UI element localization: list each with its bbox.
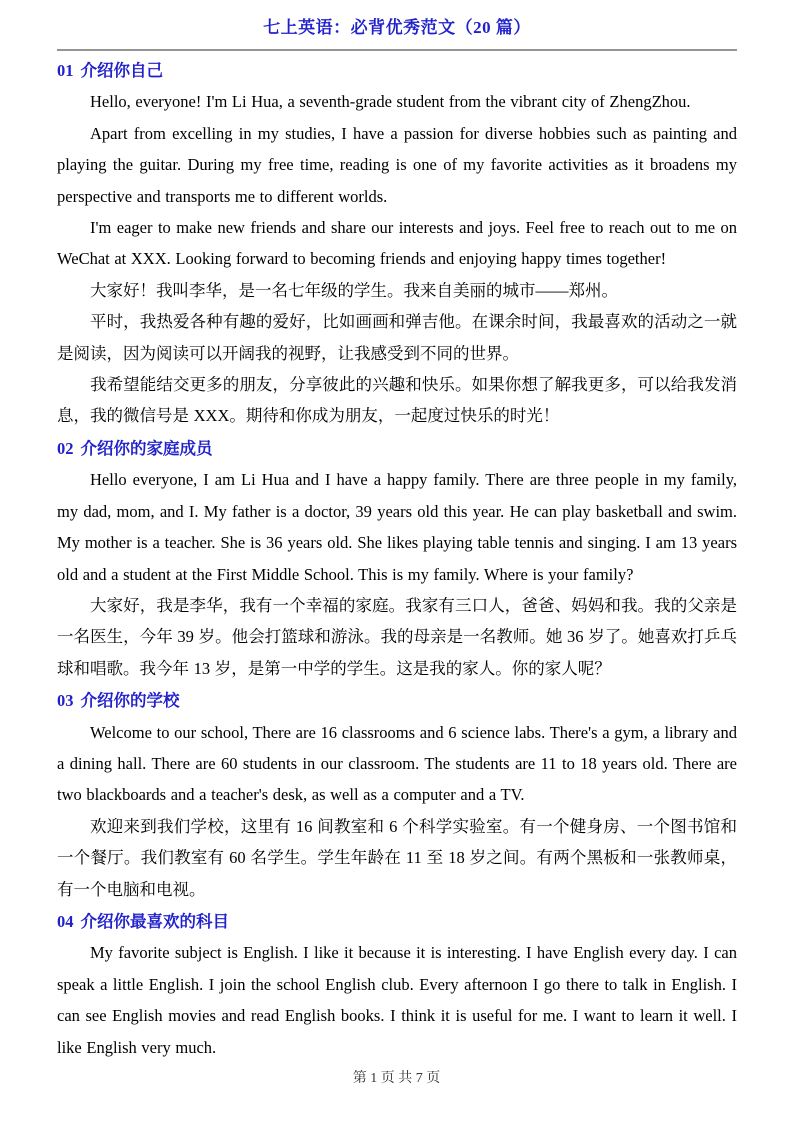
essay-section (57, 684, 737, 905)
document-title: 七上英语：必背优秀范文（20 篇） (263, 18, 531, 37)
paragraph-en: Welcome to our school, There are 16 classrooms and 6 science labs. There's a gym, a library and a dining hall. There are 60 students in our classroom. The students are 11 to 18 years old. There are two blackboards and a teacher's desk, as well as a computer and a TV. (57, 722, 737, 805)
paragraph-zh: 我希望能结交更多的朋友，分享彼此的兴趣和快乐。如果你想了解我更多，可以给我发消息，我的微信号是 XXX。期待和你成为朋友，一起度过快乐的时光！ (57, 375, 737, 426)
paragraph-zh: 平时，我热爱各种有趣的爱好，比如画画和弹吉他。在课余时间，我最喜欢的活动之一就是阅读，因为阅读可以开阔我的视野，让我感受到不同的世界。 (57, 312, 737, 363)
section-paragraphs (57, 86, 737, 431)
section-heading (57, 54, 737, 86)
section-heading-text: 介绍你的学校 (80, 691, 180, 711)
essay-section (57, 54, 737, 432)
sections (57, 54, 737, 1063)
section-heading-text: 介绍你自己 (80, 61, 163, 80)
paragraph-zh: 大家好，我是李华，我有一个幸福的家庭。我家有三口人，爸爸、妈妈和我。我的父亲是一名医生，今年 39 岁。他会打篮球和游泳。我的母亲是一名教师。她 36 岁了。她喜欢打乒乓球和唱歌。我今年 13 岁，是第一中学的学生。这是我的家人。你的家人呢？ (57, 595, 738, 678)
paragraph-en: My favorite subject is English. I like it because it is interesting. I have English every day. I can speak a little English. I join the school English club. Every afternoon I go there to talk in English. I can see English movies and read English books. I think it is useful for me. I want to learn it well. I like English very much. (57, 943, 737, 1057)
section-heading-text: 介绍你的家庭成员 (80, 438, 213, 458)
paragraph-en: I'm eager to make new friends and share our interests and joys. Feel free to reach out to me on WeChat at XXX. Looking forward to becoming friends and enjoying happy times together! (57, 218, 737, 269)
section-heading (57, 432, 737, 464)
section-number: 01 (57, 61, 74, 80)
paragraph-en: Hello everyone, I am Li Hua and I have a happy family. There are three people in my family, my dad, mom, and I. My father is a doctor, 39 years old this year. He can play basketball and swim. My mother is a teacher. She is 36 years old. She likes playing table tennis and singing. I am 13 years old and a student at the First Middle School. This is my family. Where is your family? (57, 470, 737, 584)
paragraph-en: Hello, everyone! I'm Li Hua, a seventh-grade student from the vibrant city of ZhengZhou. (90, 92, 691, 112)
essay-section (57, 905, 737, 1063)
section-heading (57, 905, 737, 937)
section-paragraphs (57, 937, 737, 1063)
section-heading-text: 介绍你最喜欢的科目 (80, 911, 229, 931)
paragraph-zh: 欢迎来到我们学校，这里有 16 间教室和 6 个科学实验室。有一个健身房、一个图书馆和一个餐厅。我们教室有 60 名学生。学生年龄在 11 至 18 岁之间。有两个黑板和一张教师桌，有一个电脑和电视。 (57, 816, 737, 899)
section-number: 04 (57, 911, 74, 931)
section-heading (57, 684, 737, 716)
section-number: 03 (57, 691, 74, 711)
section-number: 02 (57, 438, 74, 458)
section-paragraphs (57, 464, 737, 684)
paragraph-zh: 大家好！我叫李华，是一名七年级的学生。我来自美丽的城市——郑州。 (90, 280, 618, 300)
page-number-footer: 第 1 页 共 7 页 (352, 1071, 441, 1086)
essay-section (57, 432, 737, 684)
title-divider (57, 49, 737, 51)
section-paragraphs (57, 717, 737, 905)
paragraph-en: Apart from excelling in my studies, I have a passion for diverse hobbies such as painting and playing the guitar. During my free time, reading is one of my favorite activities as it broadens my perspective and transports me to different worlds. (57, 123, 737, 206)
